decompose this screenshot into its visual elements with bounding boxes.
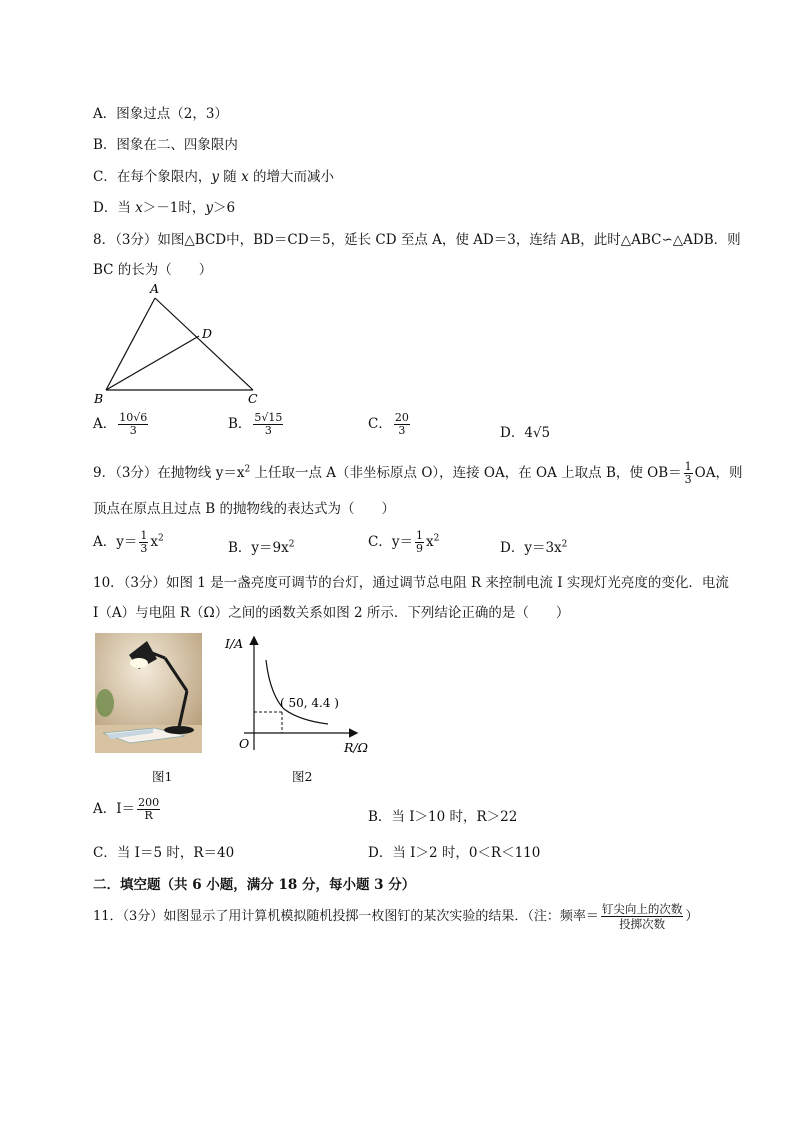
x-axis-label: R/Ω: [344, 740, 368, 755]
fraction: $\frac{1}{3}$: [140, 529, 148, 555]
q8-option-d: D．4√5: [500, 425, 551, 441]
q10-option-a: A．I＝ $\frac{200}{R}$: [93, 796, 160, 822]
q7-option-b: B．图象在二、四象限内: [93, 137, 238, 153]
q7-option-c: C．在每个象限内，y 随 x 的增大而减小: [93, 169, 334, 185]
fraction: $\frac{200}{R}$: [138, 796, 160, 822]
figure-2-caption: 图2: [292, 769, 313, 784]
q7-option-d: D．当 x＞－1时，y＞6: [93, 200, 236, 216]
segment-ac: [155, 298, 253, 390]
label-b: B: [94, 391, 104, 406]
q9-option-b: B．$y=9x^2$: [228, 539, 295, 556]
label-d: D: [202, 326, 213, 341]
fraction: $\frac{5√15}{3}$: [254, 411, 283, 437]
q10-stem-line2: I（A）与电阻 R（Ω）之间的函数关系如图 2 所示．下列结论正确的是（ ）: [93, 605, 570, 621]
point-label: ( 50, 4.4 ): [280, 696, 339, 710]
label-a: A: [150, 281, 160, 296]
y-axis-label: I/A: [225, 636, 244, 651]
q8-triangle-figure: [88, 278, 273, 408]
fraction: $\frac{1}{3}$: [684, 460, 692, 486]
q9-option-a: A．y＝ $\frac{1}{3}$ $x^2$: [93, 529, 164, 555]
fraction: $\frac{10√6}{3}$: [119, 411, 148, 437]
frequency-fraction: $\frac{\text{钉尖向上的次数}}{\text{投掷次数}}$: [601, 902, 683, 931]
q10-option-c: C．当 I＝5 时，R＝40: [93, 845, 235, 861]
current-resistance-graph: [222, 632, 382, 760]
q8-option-b: B． $\frac{5√15}{3}$: [228, 411, 283, 437]
q9-stem-line1: 9．（3分）在抛物线 $y=x^2$ 上任取一点 A（非坐标原点 O），连接 OA，在 OA 上取点 B，使 OB＝ $\frac{1}{3}$ OA，则: [93, 460, 743, 486]
origin-label: O: [239, 736, 250, 751]
q10-option-d: D．当 I＞2 时，0＜R＜110: [368, 845, 541, 861]
label-c: C: [248, 391, 258, 406]
q8-stem-line2: BC 的长为（ ）: [93, 262, 213, 278]
q9-stem-line2: 顶点在原点且过点 B 的抛物线的表达式为（ ）: [93, 501, 396, 517]
desk-lamp-photo: [95, 633, 202, 753]
q8-option-c: C． $\frac{20}{3}$: [368, 411, 409, 437]
fraction: $\frac{20}{3}$: [394, 411, 409, 437]
section-heading-fill-in: 二．填空题（共 6 小题，满分 18 分，每小题 3 分）: [93, 877, 416, 893]
q9-option-d: D．$y=3x^2$: [500, 539, 568, 556]
desk-lamp-illustration: [95, 633, 202, 753]
q10-stem-line1: 10．（3分）如图 1 是一盏亮度可调节的台灯，通过调节总电阻 R 来控制电流 I 实现灯光亮度的变化．电流: [93, 575, 729, 591]
q11-stem: 11．（3分）如图显示了用计算机模拟随机投掷一枚图钉的某次实验的结果．（注：频率＝ $\frac{\text{钉尖向上的次数}}{\text{投掷次数}}$ ）: [93, 902, 699, 931]
q10-option-b: B．当 I＞10 时，R＞22: [368, 809, 518, 825]
q8-stem-line1: 8．（3分）如图△BCD中，BD＝CD＝5，延长 CD 至点 A，使 AD＝3，连结 AB，此时△ABC∽△ADB．则: [93, 232, 741, 248]
hyperbola-curve: [266, 660, 328, 724]
q7-option-a: A．图象过点（2，3）: [93, 106, 228, 122]
fraction: $\frac{1}{9}$: [415, 529, 423, 555]
q9-option-c: C．y＝ $\frac{1}{9}$ $x^2$: [368, 529, 440, 555]
q8-option-a: A． $\frac{10√6}{3}$: [93, 411, 148, 437]
figure-1-caption: 图1: [152, 769, 173, 784]
